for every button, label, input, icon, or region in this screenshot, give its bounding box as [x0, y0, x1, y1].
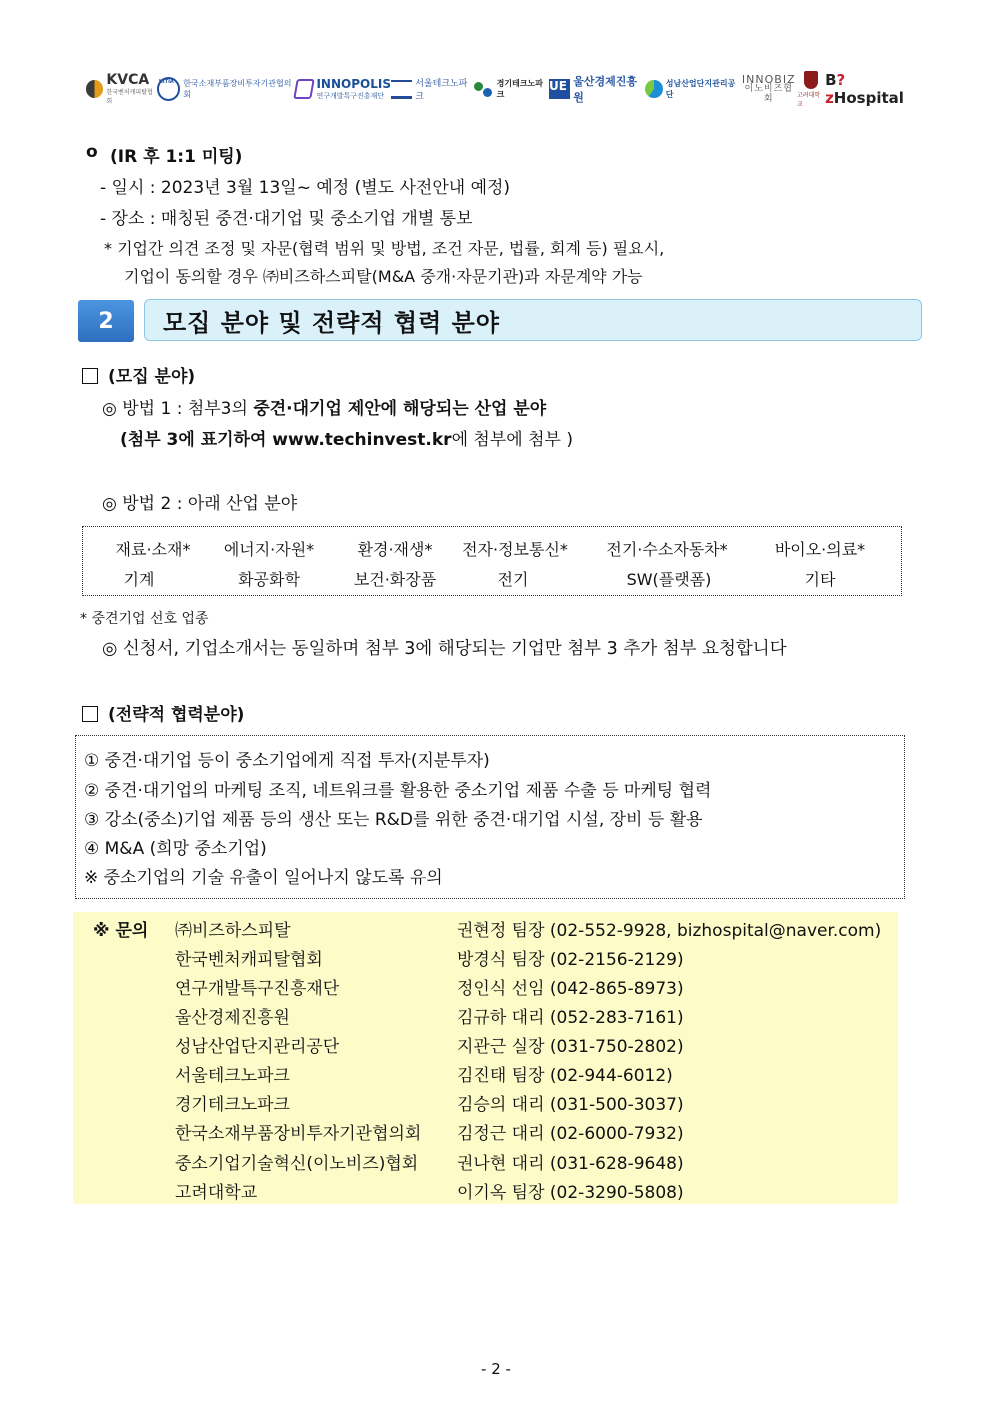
innopolis-emblem-icon — [294, 79, 316, 99]
kitia-logo-text: 한국소재부품장비투자기관협의회 — [183, 79, 292, 99]
contact-person: 권현정 팀장 (02-552-9928, bizhospital@naver.com) — [457, 921, 882, 941]
kvca-logo — [86, 73, 157, 105]
kvca-logo-text: KVCA — [106, 72, 150, 88]
industry-cell: 에너지·자원* — [223, 540, 315, 559]
meeting-heading-bullet: o — [86, 142, 98, 162]
contact-box — [73, 912, 898, 1204]
industry-cell: 전기 — [497, 570, 529, 589]
innopolis-logo-text: INNOPOLIS — [316, 77, 391, 91]
korea-university-logo-text: 고려대학교 — [796, 91, 821, 108]
seongnam-logo-text: 성남산업단지관리공단 — [665, 79, 736, 99]
method1-line — [102, 394, 546, 419]
contact-label: ※ 문의 — [93, 921, 149, 941]
contact-person: 김진태 팀장 (02-944-6012) — [457, 1066, 673, 1086]
method1-bold: 중견·대기업 제안에 해당되는 산업 분야 — [253, 399, 547, 419]
contact-person: 김승의 대리 (031-500-3037) — [457, 1095, 684, 1115]
ulsan-logo — [549, 73, 645, 105]
contact-org: 성남산업단지관리공단 — [175, 1037, 340, 1057]
strategic-item: ② 중견·대기업의 마케팅 조직, 네트워크를 활용한 중소기업 제품 수출 등 마케팅 협력 — [84, 781, 712, 801]
meeting-date: - 일시 : 2023년 3월 13일~ 예정 (별도 사전안내 예정) — [100, 178, 511, 198]
contact-person: 권나현 대리 (031-628-9648) — [457, 1154, 684, 1174]
seongnam-logo — [645, 78, 740, 100]
kitia-emblem-icon: KITIA — [157, 77, 180, 101]
industry-cell: 기계 — [123, 570, 155, 589]
checkbox-square-icon — [82, 706, 98, 722]
partner-logo-strip — [86, 72, 921, 106]
contact-org: 서울테크노파크 — [175, 1066, 290, 1086]
meeting-heading: (IR 후 1:1 미팅) — [110, 147, 243, 167]
seoul-technopark-logo-text: 서울테크노파크 — [415, 79, 468, 102]
contact-org: ㈜비즈하스피탈 — [175, 921, 291, 941]
contact-org: 중소기업기술혁신(이노비즈)협회 — [175, 1154, 419, 1174]
gyeonggi-technopark-emblem-icon — [474, 80, 493, 98]
seoul-technopark-logo — [391, 76, 474, 102]
seoul-technopark-emblem-icon — [391, 80, 412, 99]
contact-person: 김정근 대리 (02-6000-7932) — [457, 1124, 684, 1144]
strategic-list-box — [75, 735, 905, 899]
method1-prefix: ◎ 방법 1 : 첨부3의 — [102, 399, 254, 419]
strategic-item: ③ 강소(중소)기업 제품 등의 생산 또는 R&D를 위한 중견·대기업 시설, 장비 등 활용 — [84, 810, 703, 830]
page-number: - 2 - — [481, 1360, 511, 1378]
strategic-item: ④ M&A (희망 중소기업) — [84, 839, 267, 859]
innopolis-logo-sub: 연구개발특구진흥재단 — [316, 92, 385, 100]
contact-org: 한국벤처캐피탈협회 — [175, 950, 323, 970]
section-title-text: 모집 분야 및 전략적 협력 분야 — [163, 308, 500, 337]
kvca-logo-sub: 한국벤처캐피탈협회 — [106, 89, 153, 105]
bizhospital-logo — [825, 71, 921, 107]
industry-cell: 기타 — [804, 570, 836, 589]
strategic-heading-row — [82, 700, 244, 725]
contact-person: 김규하 대리 (052-283-7161) — [457, 1008, 684, 1028]
industry-cell: 보건·화장품 — [353, 570, 437, 589]
contact-org: 연구개발특구진흥재단 — [175, 979, 340, 999]
innobiz-logo-text: INNOBIZ — [741, 72, 796, 86]
application-note: ◎ 신청서, 기업소개서는 동일하며 첨부 3에 해당되는 기업만 첨부 3 추가 첨부 요청합니다 — [102, 639, 787, 659]
ulsan-emblem-icon: UE — [549, 79, 570, 99]
kitia-logo — [157, 77, 296, 101]
contact-person: 정인식 선임 (042-865-8973) — [457, 979, 684, 999]
contact-org: 고려대학교 — [175, 1183, 258, 1203]
recruit-heading: (모집 분야) — [108, 367, 196, 387]
industry-table — [82, 526, 902, 596]
method2-line: ◎ 방법 2 : 아래 산업 분야 — [102, 494, 298, 514]
contact-org: 울산경제진흥원 — [175, 1008, 290, 1028]
industry-cell: 환경·재생* — [357, 540, 433, 559]
recruit-heading-row — [82, 362, 195, 387]
contact-person: 이기옥 팀장 (02-3290-5808) — [457, 1183, 684, 1203]
korea-university-logo — [797, 71, 825, 108]
section-title — [144, 299, 922, 341]
industry-cell: 화공화학 — [238, 570, 300, 589]
gyeonggi-technopark-logo — [474, 78, 549, 100]
industry-cell: 전기·수소자동차* — [606, 540, 728, 559]
gyeonggi-technopark-logo-text: 경기테크노파크 — [496, 79, 543, 99]
strategic-heading: (전략적 협력분야) — [108, 705, 245, 725]
meeting-note-line1: * 기업간 의견 조정 및 자문(협력 범위 및 방법, 조건 자문, 법률, 회계 등) 필요시, — [104, 239, 665, 258]
contact-org: 경기테크노파크 — [175, 1095, 290, 1115]
innobiz-logo — [741, 74, 797, 104]
meeting-note-line2: 기업이 동의할 경우 ㈜비즈하스피탈(M&A 중개·자문기관)과 자문계약 가능 — [124, 267, 643, 286]
contact-org: 한국소재부품장비투자기관협의회 — [175, 1124, 422, 1144]
strategic-item: ① 중견·대기업 등이 중소기업에게 직접 투자(지분투자) — [84, 751, 490, 771]
bizhospital-logo-prefix: B — [825, 71, 837, 89]
innobiz-logo-sub: 이노비즈협회 — [744, 84, 794, 104]
bizhospital-logo-text: Hospital — [833, 89, 904, 107]
method1-note-rest: 에 첨부에 첨부 ) — [451, 430, 573, 450]
innopolis-logo — [295, 77, 391, 101]
contact-person: 지관근 실장 (031-750-2802) — [457, 1037, 684, 1057]
section-number: 2 — [78, 300, 134, 342]
seongnam-emblem-icon — [645, 80, 662, 98]
meeting-place: - 장소 : 매칭된 중견·대기업 및 중소기업 개별 통보 — [100, 209, 473, 229]
checkbox-square-icon — [82, 368, 98, 384]
method1-note-bold: (첨부 3에 표기하여 www.techinvest.kr — [120, 430, 452, 450]
method1-note-line — [120, 425, 573, 450]
ulsan-logo-text: 울산경제진흥원 — [573, 75, 638, 104]
kvca-emblem-icon — [86, 80, 103, 98]
bizhospital-logo-accent: ?z — [825, 71, 846, 107]
industry-cell: 바이오·의료* — [774, 540, 866, 559]
contact-person: 방경식 팀장 (02-2156-2129) — [457, 950, 684, 970]
industry-cell: 전자·정보통신* — [462, 540, 568, 559]
strategic-note: ※ 중소기업의 기술 유출이 일어나지 않도록 유의 — [84, 868, 443, 888]
korea-university-crest-icon — [804, 71, 818, 89]
industry-cell: SW(플랫폼) — [626, 570, 712, 589]
industry-cell: 재료·소재* — [115, 540, 191, 559]
industry-footnote: * 중견기업 선호 업종 — [80, 611, 209, 627]
